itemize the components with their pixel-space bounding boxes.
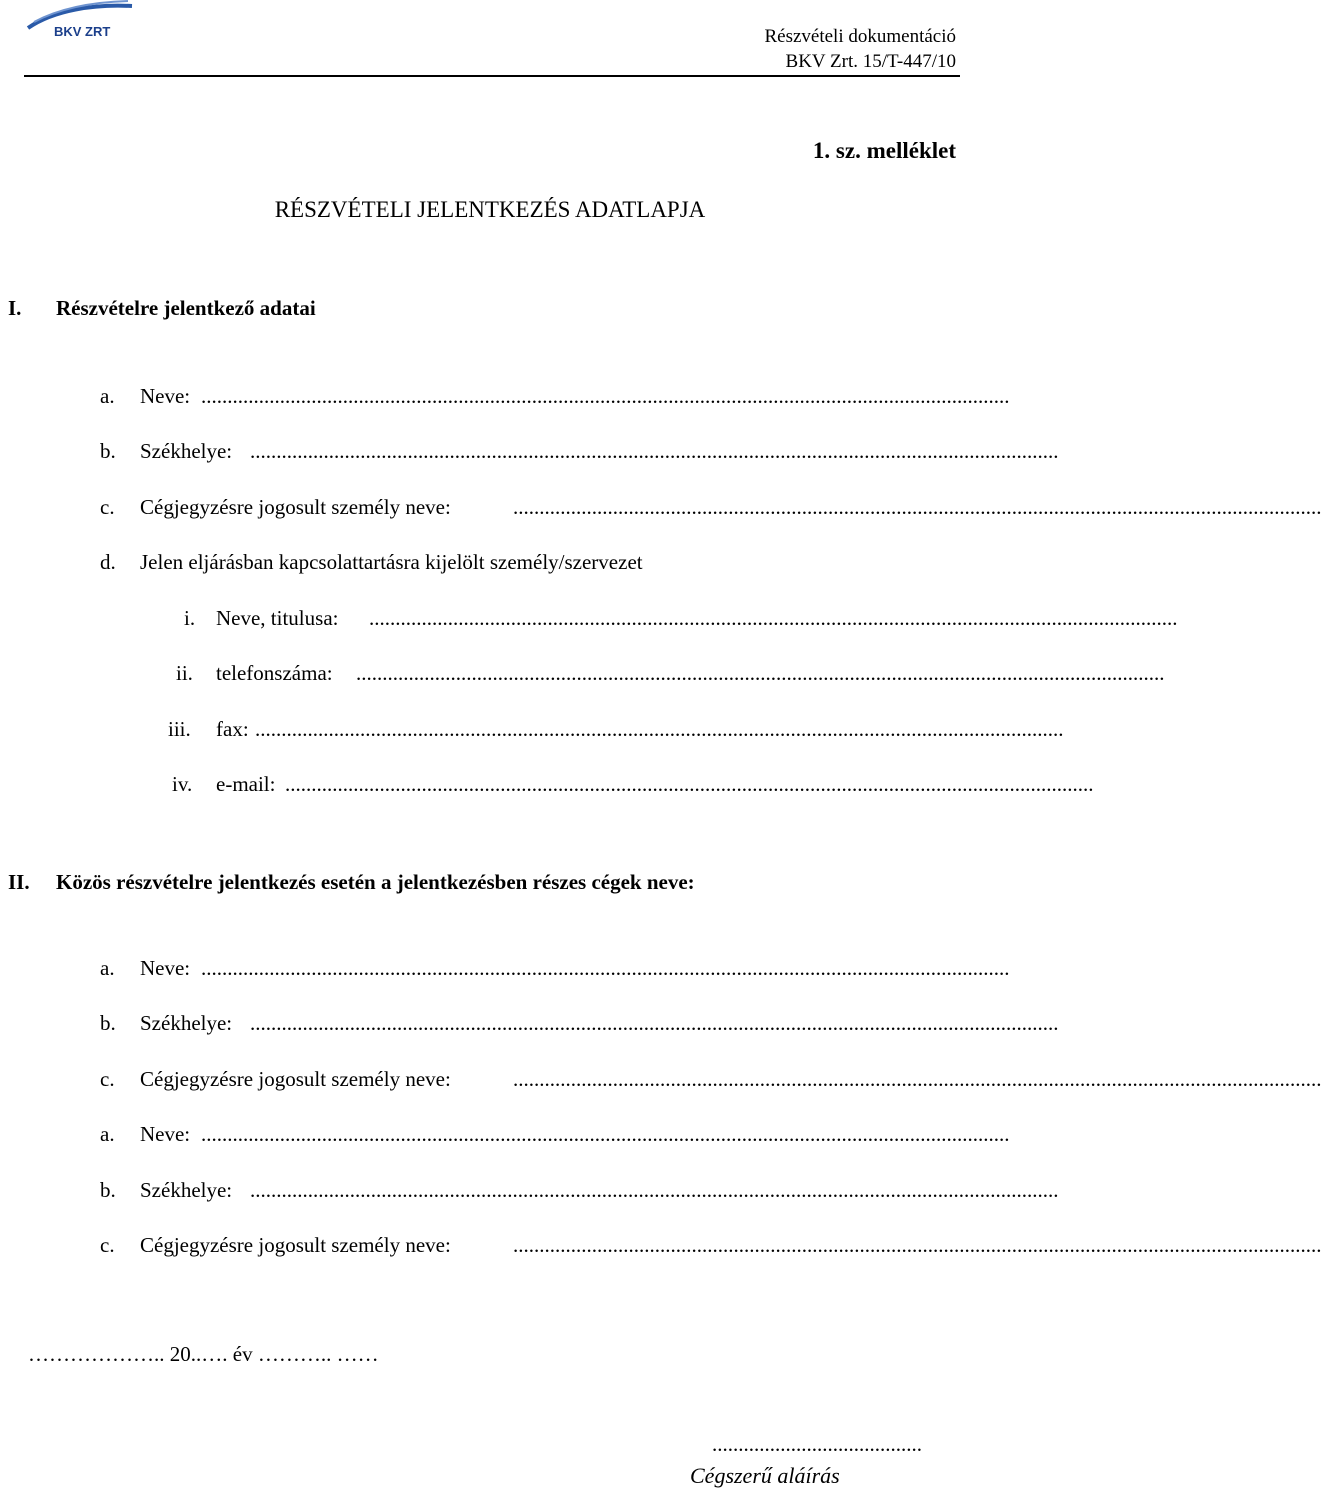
subitem-label: telefonszáma: <box>216 661 333 685</box>
item-label: Székhelye: <box>140 1011 233 1035</box>
bkv-logo <box>24 2 138 44</box>
subitem-marker: iv. <box>172 772 193 796</box>
item-marker: a. <box>100 384 115 408</box>
item-label: Cégjegyzésre jogosult személy neve: <box>140 1067 451 1091</box>
annex-label: 1. sz. melléklet <box>812 138 956 163</box>
item-label: Cégjegyzésre jogosult személy neve: <box>140 495 451 519</box>
fill-in-line[interactable]: .......................................................................................................................................................... <box>201 1122 1010 1146</box>
subitem-marker: i. <box>184 606 196 630</box>
item-label: Jelen eljárásban kapcsolattartásra kijelölt személy/szervezet <box>140 550 643 574</box>
fill-in-line[interactable]: .......................................................................................................................................................... <box>285 772 1094 796</box>
item-marker: c. <box>100 1233 115 1257</box>
signature-line[interactable]: ........................................ <box>712 1432 922 1456</box>
section-2-number: II. <box>8 870 30 894</box>
section-1-heading: Részvételre jelentkező adatai <box>56 296 316 320</box>
item-marker: b. <box>100 1178 116 1202</box>
fill-in-line[interactable]: .......................................................................................................................................................... <box>250 439 1059 463</box>
fill-in-line[interactable]: .......................................................................................................................................................... <box>356 661 1165 685</box>
item-label: Székhelye: <box>140 1178 233 1202</box>
item-label: Neve: <box>140 1122 191 1146</box>
fill-in-line[interactable]: .......................................................................................................................................................... <box>250 1178 1059 1202</box>
fill-in-line[interactable]: .......................................................................................................................................................... <box>201 956 1010 980</box>
section-2-heading: Közös részvételre jelentkezés esetén a jelentkezésben részes cégek neve: <box>56 870 695 894</box>
fill-in-line[interactable]: .......................................................................................................................................................... <box>369 606 1178 630</box>
doc-type: Részvételi dokumentáció <box>764 26 956 47</box>
item-label: Cégjegyzésre jogosult személy neve: <box>140 1233 451 1257</box>
signature-label: Cégszerű aláírás <box>690 1463 840 1488</box>
header-divider <box>24 75 960 77</box>
subitem-marker: ii. <box>176 661 193 685</box>
page-title: RÉSZVÉTELI JELENTKEZÉS ADATLAPJA <box>274 197 706 222</box>
subitem-label: fax: <box>216 717 249 741</box>
item-marker: c. <box>100 495 115 519</box>
item-label: Székhelye: <box>140 439 233 463</box>
item-marker: c. <box>100 1067 115 1091</box>
fill-in-line[interactable]: .......................................................................................................................................................... <box>513 1067 1322 1091</box>
subitem-label: e-mail: <box>216 772 276 796</box>
item-marker: b. <box>100 439 116 463</box>
item-marker: b. <box>100 1011 116 1035</box>
subitem-label: Neve, titulusa: <box>216 606 339 630</box>
fill-in-line[interactable]: .......................................................................................................................................................... <box>250 1011 1059 1035</box>
item-marker: d. <box>100 550 116 574</box>
subitem-marker: iii. <box>168 717 191 741</box>
fill-in-line[interactable]: .......................................................................................................................................................... <box>201 384 1010 408</box>
fill-in-line[interactable]: .......................................................................................................................................................... <box>513 1233 1322 1257</box>
item-marker: a. <box>100 956 115 980</box>
document-header <box>764 24 956 74</box>
item-label: Neve: <box>140 384 191 408</box>
fill-in-line[interactable]: .......................................................................................................................................................... <box>513 495 1322 519</box>
doc-ref: BKV Zrt. 15/T-447/10 <box>785 51 956 72</box>
logo-text: BKV ZRT <box>54 24 111 39</box>
date-line[interactable]: ……………….. 20..…. év ……….. …… <box>28 1342 379 1366</box>
fill-in-line[interactable]: .......................................................................................................................................................... <box>255 717 1064 741</box>
item-label: Neve: <box>140 956 191 980</box>
item-marker: a. <box>100 1122 115 1146</box>
section-1-number: I. <box>8 296 22 320</box>
